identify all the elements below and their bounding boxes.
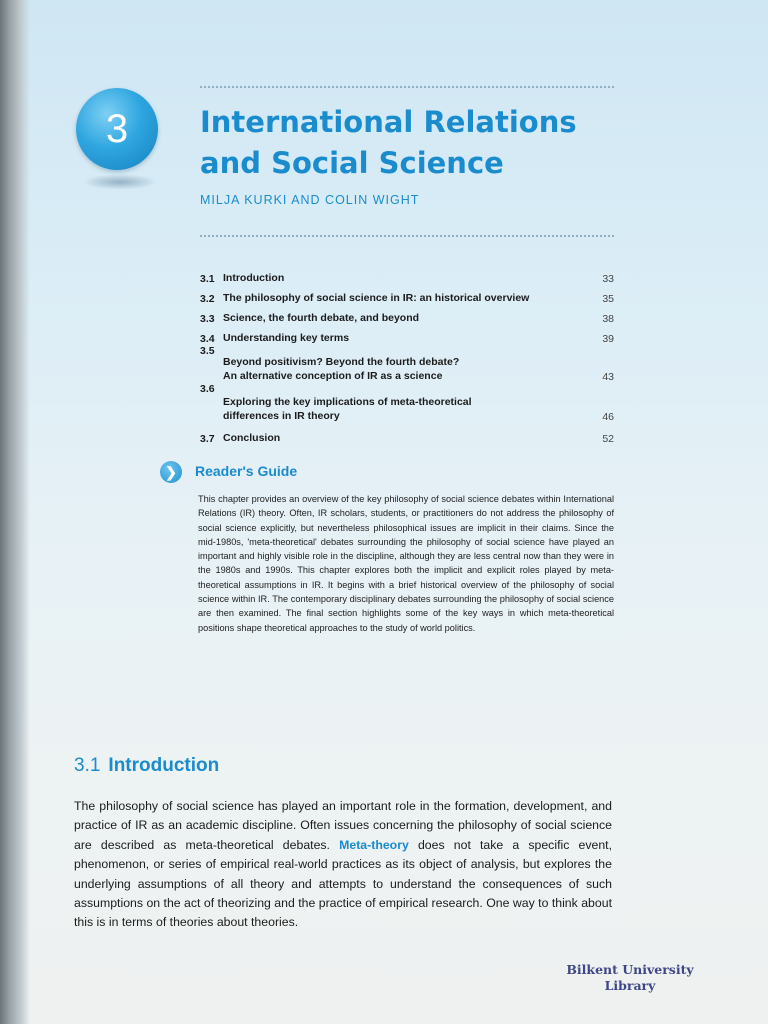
toc-entry-title-line: differences in IR theory xyxy=(223,410,340,422)
toc-entry-page: 46 xyxy=(602,411,614,423)
toc-entry-number: 3.1 xyxy=(200,273,215,285)
toc-entry[interactable] xyxy=(200,305,614,325)
toc-entry-title xyxy=(223,395,584,423)
toc-entry-number: 3.2 xyxy=(200,293,215,305)
badge-shadow xyxy=(82,174,158,190)
readers-guide-heading: Reader's Guide xyxy=(195,463,298,479)
table-of-contents xyxy=(200,265,614,445)
toc-entry-page: 35 xyxy=(602,293,614,305)
toc-entry[interactable] xyxy=(200,285,614,305)
toc-entry-title xyxy=(223,355,584,383)
intro-paragraph xyxy=(74,797,612,933)
toc-entry[interactable] xyxy=(200,383,614,423)
chapter-number-badge: 3 xyxy=(76,88,158,170)
toc-entry-page: 43 xyxy=(602,371,614,383)
section-number: 3.1 xyxy=(74,755,101,776)
toc-entry[interactable] xyxy=(200,423,614,445)
top-dotted-rule xyxy=(200,86,614,88)
toc-entry-page: 38 xyxy=(602,313,614,325)
toc-entry[interactable] xyxy=(200,265,614,285)
toc-entry-number: 3.7 xyxy=(200,433,215,445)
bottom-dotted-rule xyxy=(200,235,614,237)
chevron-right-icon: ❯ xyxy=(160,461,182,483)
toc-entry-number: 3.5 xyxy=(200,345,215,357)
section-title: Introduction xyxy=(108,755,220,776)
intro-text-part1: The philosophy of social science has played an important role in the formation, development, and practice of IR as an academic discipline. Often issues concerning the philosophy of social science are described as meta-theoretical debates. xyxy=(74,799,612,852)
toc-entry-title: Introduction xyxy=(223,272,285,284)
toc-entry-title: The philosophy of social science in IR: an historical overview xyxy=(223,292,530,304)
toc-entry-title-line: Beyond positivism? Beyond the fourth debate? xyxy=(223,356,460,368)
toc-entry-title-line: Exploring the key implications of meta-theoretical xyxy=(223,396,472,408)
toc-entry-number: 3.6 xyxy=(200,383,215,395)
toc-entry-title: Conclusion xyxy=(223,432,281,444)
intro-text-part2: does not take a specific event, phenomenon, or series of empirical real-world practices as its object of analysis, but explores the underlying assumptions of all theory and attempts to understand the consequences of such assumptions on the act of theorizing and the practice of empirical research. One way to think about this is in terms of theories about theories. xyxy=(74,837,612,930)
toc-entry-page: 39 xyxy=(602,333,614,345)
library-stamp-line: Bilkent University xyxy=(566,962,694,977)
library-stamp-line: Library xyxy=(604,978,656,993)
toc-entry[interactable] xyxy=(200,345,614,383)
toc-entry[interactable] xyxy=(200,325,614,345)
key-term-meta-theory[interactable]: Meta-theory xyxy=(339,837,409,852)
toc-entry-page: 52 xyxy=(602,433,614,445)
chapter-authors: MILJA KURKI AND COLIN WIGHT xyxy=(200,193,420,207)
toc-entry-title: Science, the fourth debate, and beyond xyxy=(223,312,420,324)
toc-entry-page: 33 xyxy=(602,273,614,285)
section-heading xyxy=(74,755,219,777)
toc-entry-number: 3.3 xyxy=(200,313,215,325)
book-spine-shadow xyxy=(0,0,30,1024)
toc-entry-title: Understanding key terms xyxy=(223,332,350,344)
toc-entry-number: 3.4 xyxy=(200,333,215,345)
toc-entry-title-line: An alternative conception of IR as a science xyxy=(223,370,443,382)
chapter-title: International Relations and Social Science xyxy=(200,105,577,180)
library-stamp xyxy=(560,962,700,994)
readers-guide-body: This chapter provides an overview of the key philosophy of social science debates within International Relations (IR) theory. Often, IR scholars, students, or practitioners do not address the philosophy of social science explicitly, but nevertheless philosophical issues are implicit in their claims. Since the mid-1980s, 'meta-theoretical' debates surrounding the philosophy of social science have played an important and highly visible role in the discipline, although they are less central now than they were in the 1980s and 1990s. This chapter explores both the implicit and explicit roles played by meta-theoretical assumptions in IR. It begins with a brief historical overview of the philosophy of social science within IR. The contemporary disciplinary debates surrounding the philosophy of social science are then examined. The final section highlights some of the key ways in which meta-theoretical positions shape theoretical approaches to the study of world politics. xyxy=(198,494,614,633)
